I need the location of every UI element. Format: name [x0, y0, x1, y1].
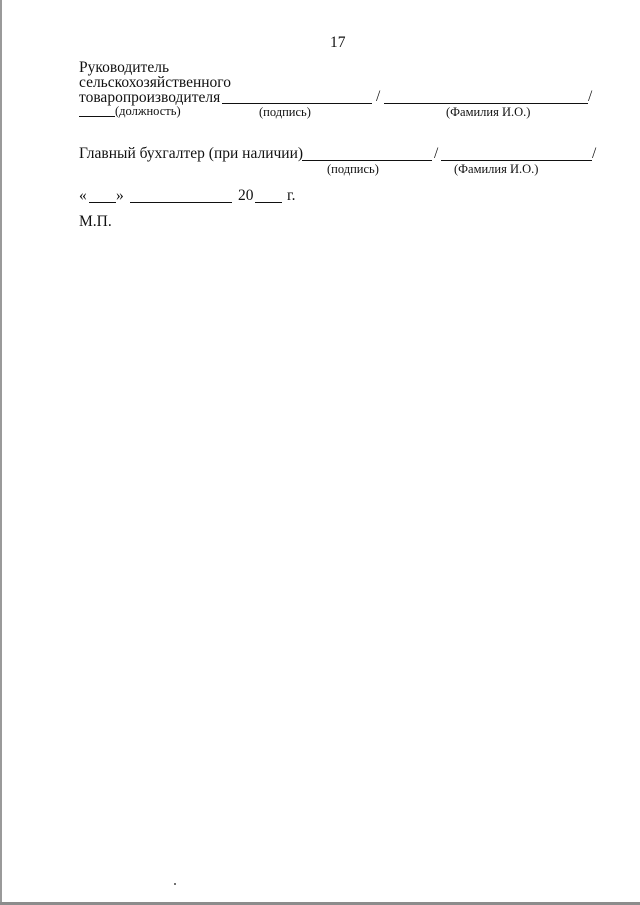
head-position-caption: (должность)	[115, 104, 181, 118]
stamp-placeholder: М.П.	[79, 213, 112, 230]
date-year-field[interactable]	[255, 202, 282, 203]
head-signature-caption: (подпись)	[259, 105, 311, 119]
scan-speck	[174, 883, 176, 885]
date-month-field[interactable]	[130, 202, 232, 203]
head-name-field[interactable]	[384, 103, 588, 104]
head-title-line1: Руководитель	[79, 59, 170, 76]
head-position-field[interactable]	[79, 116, 115, 117]
head-slash-right: /	[588, 88, 593, 105]
accountant-name-field[interactable]	[441, 160, 592, 161]
scan-left-edge	[0, 0, 2, 905]
date-year-prefix: 20	[238, 187, 254, 204]
date-open-quote: «	[79, 187, 87, 204]
date-close-quote: »	[116, 187, 124, 204]
head-name-caption: (Фамилия И.О.)	[446, 105, 531, 119]
date-year-suffix: г.	[287, 187, 296, 204]
accountant-slash-left: /	[434, 145, 439, 162]
accountant-signature-caption: (подпись)	[327, 162, 379, 176]
date-day-field[interactable]	[89, 202, 116, 203]
head-signature-field[interactable]	[222, 103, 372, 104]
accountant-label: Главный бухгалтер (при наличии)	[79, 145, 304, 162]
accountant-slash-right: /	[592, 145, 597, 162]
head-slash-left: /	[376, 88, 381, 105]
head-title-line2: сельскохозяйственного	[79, 74, 232, 91]
accountant-name-caption: (Фамилия И.О.)	[454, 162, 539, 176]
head-title-line3: товаропроизводителя	[79, 89, 221, 106]
page-number: 17	[330, 34, 346, 51]
accountant-signature-field[interactable]	[302, 160, 432, 161]
